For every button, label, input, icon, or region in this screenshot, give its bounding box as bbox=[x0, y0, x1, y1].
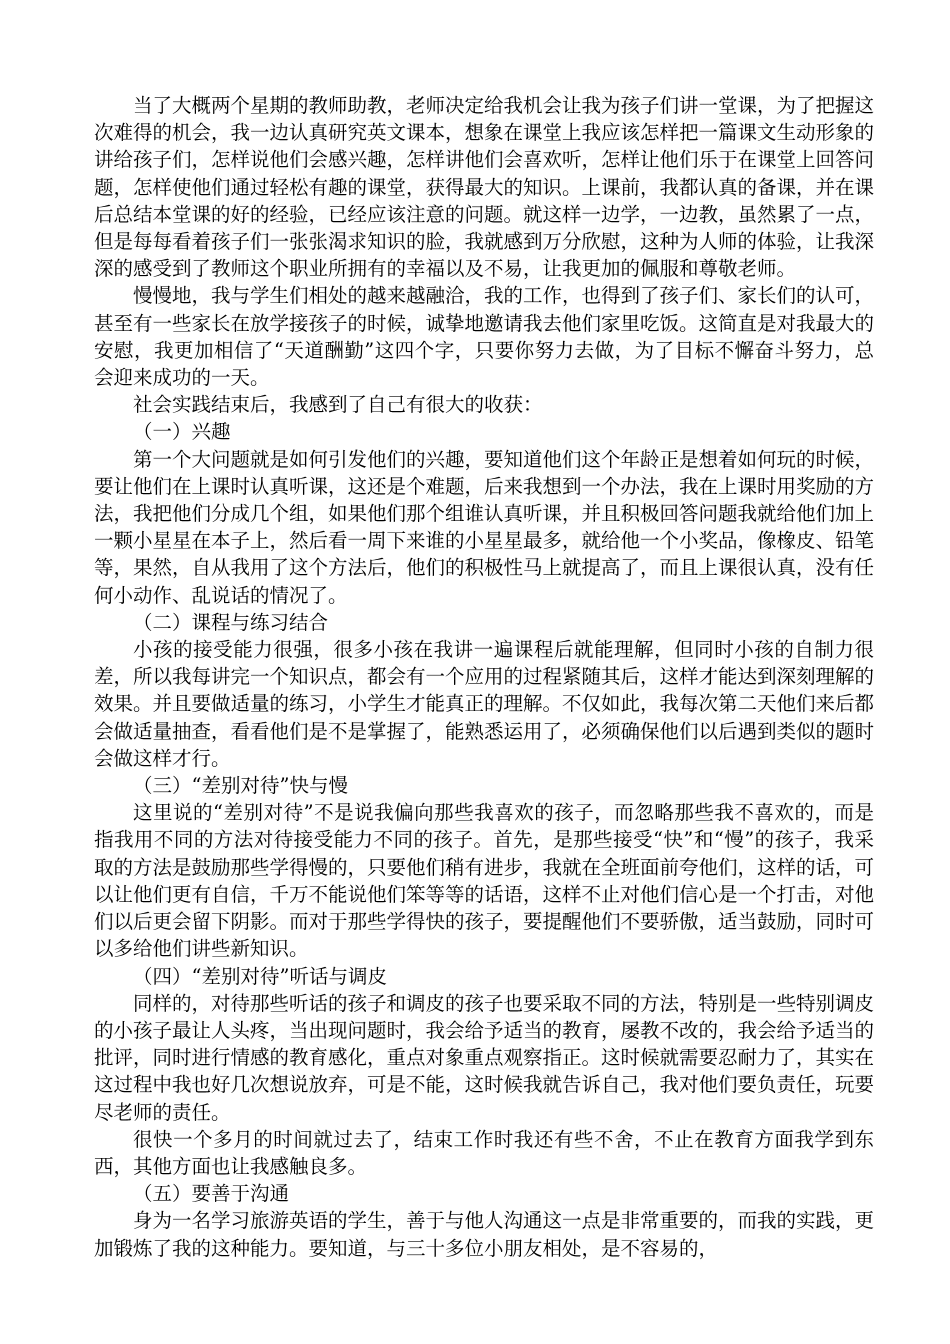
heading-fast-slow: （三）“差别对待”快与慢 bbox=[133, 774, 348, 798]
paragraph-summary-intro: 社会实践结束后，我感到了自己有很大的收获： bbox=[133, 393, 543, 417]
paragraph-course-practice: 小孩的接受能力很强，很多小孩在我讲一遍课程后就能理解，但同时小孩的自制力很差，所以我每讲完一个知识点，都会有一个应用的过程紧随其后，这样才能达到深刻理解的效果。并且要做适量的练习，小学生才能真正的理解。不仅如此，我每次第二天他们来后都会做适量抽查，看看他们是不是掌握了，能熟悉运用了，必须确保他们以后遇到类似的题时会做这样才行。 bbox=[94, 638, 875, 770]
paragraph-interest: 第一个大问题就是如何引发他们的兴趣，要知道他们这个年龄正是想着如何玩的时候，要让他们在上课时认真听课，这还是个难题，后来我想到一个办法，我在上课时用奖励的方法，我把他们分成几个组，如果他们那个组谁认真听课，并且积极回答问题我就给他们加上一颗小星星在本子上，然后看一周下来谁的小星星最多，就给他一个小奖品，像橡皮、铅笔等，果然，自从我用了这个方法后，他们的积极性马上就提高了，而且上课很认真，没有任何小动作、乱说话的情况了。 bbox=[94, 447, 875, 607]
paragraph-getting-along: 慢慢地，我与学生们相处的越来越融洽，我的工作，也得到了孩子们、家长们的认可，甚至有一些家长在放学接孩子的时候，诚挚地邀请我去他们家里吃饭。这简直是对我最大的安慰，我更加相信了“天道酬勤”这四个字，只要你努力去做，为了目标不懈奋斗努力，总会迎来成功的一天。 bbox=[94, 284, 875, 390]
heading-communication: （五）要善于沟通 bbox=[133, 1182, 290, 1206]
heading-course-practice: （二）课程与练习结合 bbox=[133, 610, 329, 634]
paragraph-month-passed: 很快一个多月的时间就过去了，结束工作时我还有些不舍，不止在教育方面我学到东西，其他方面也让我感触良多。 bbox=[94, 1127, 874, 1178]
paragraph-fast-slow: 这里说的“差别对待”不是说我偏向那些我喜欢的孩子，而忽略那些我不喜欢的，而是指我用不同的方法对待接受能力不同的孩子。首先，是那些接受“快”和“慢”的孩子，我采取的方法是鼓励那些学得慢的，只要他们稍有进步，我就在全班面前夸他们，这样的话，可以让他们更有自信，千万不能说他们笨等等的话语，这样不止对他们信心是一个打击，对他们以后更会留下阴影。而对于那些学得快的孩子，要提醒他们不要骄傲，适当鼓励，同时可以多给他们讲些新知识。 bbox=[94, 801, 875, 961]
paragraph-obedient-naughty: 同样的，对待那些听话的孩子和调皮的孩子也要采取不同的方法，特别是一些特别调皮的小孩子最让人头疼，当出现问题时，我会给予适当的教育，屡教不改的，我会给予适当的批评，同时进行情感的教育感化，重点对象重点观察指正。这时候就需要忍耐力了，其实在这过程中我也好几次想说放弃，可是不能，这时候我就告诉自己，我对他们要负责任，玩要尽老师的责任。 bbox=[94, 991, 875, 1124]
document-page bbox=[94, 92, 874, 1262]
paragraph-communication: 身为一名学习旅游英语的学生，善于与他人沟通这一点是非常重要的，而我的实践，更加锻炼了我的这种能力。要知道，与三十多位小朋友相处，是不容易的， bbox=[94, 1209, 875, 1260]
paragraph-teaching-lesson: 当了大概两个星期的教师助教，老师决定给我机会让我为孩子们讲一堂课，为了把握这次难得的机会，我一边认真研究英文课本，想象在课堂上我应该怎样把一篇课文生动形象的讲给孩子们，怎样说他们会感兴趣，怎样讲他们会喜欢听，怎样让他们乐于在课堂上回答问题，怎样使他们通过轻松有趣的课堂，获得最大的知识。上课前，我都认真的备课，并在课后总结本堂课的好的经验，已经应该注意的问题。就这样一边学，一边教，虽然累了一点，但是每每看着孩子们一张张渴求知识的脸，我就感到万分欣慰，这种为人师的体验，让我深深的感受到了教师这个职业所拥有的幸福以及不易，让我更加的佩服和尊敬老师。 bbox=[94, 94, 875, 281]
heading-obedient-naughty: （四）“差别对待”听话与调皮 bbox=[133, 964, 387, 988]
heading-interest: （一）兴趣 bbox=[133, 420, 231, 444]
